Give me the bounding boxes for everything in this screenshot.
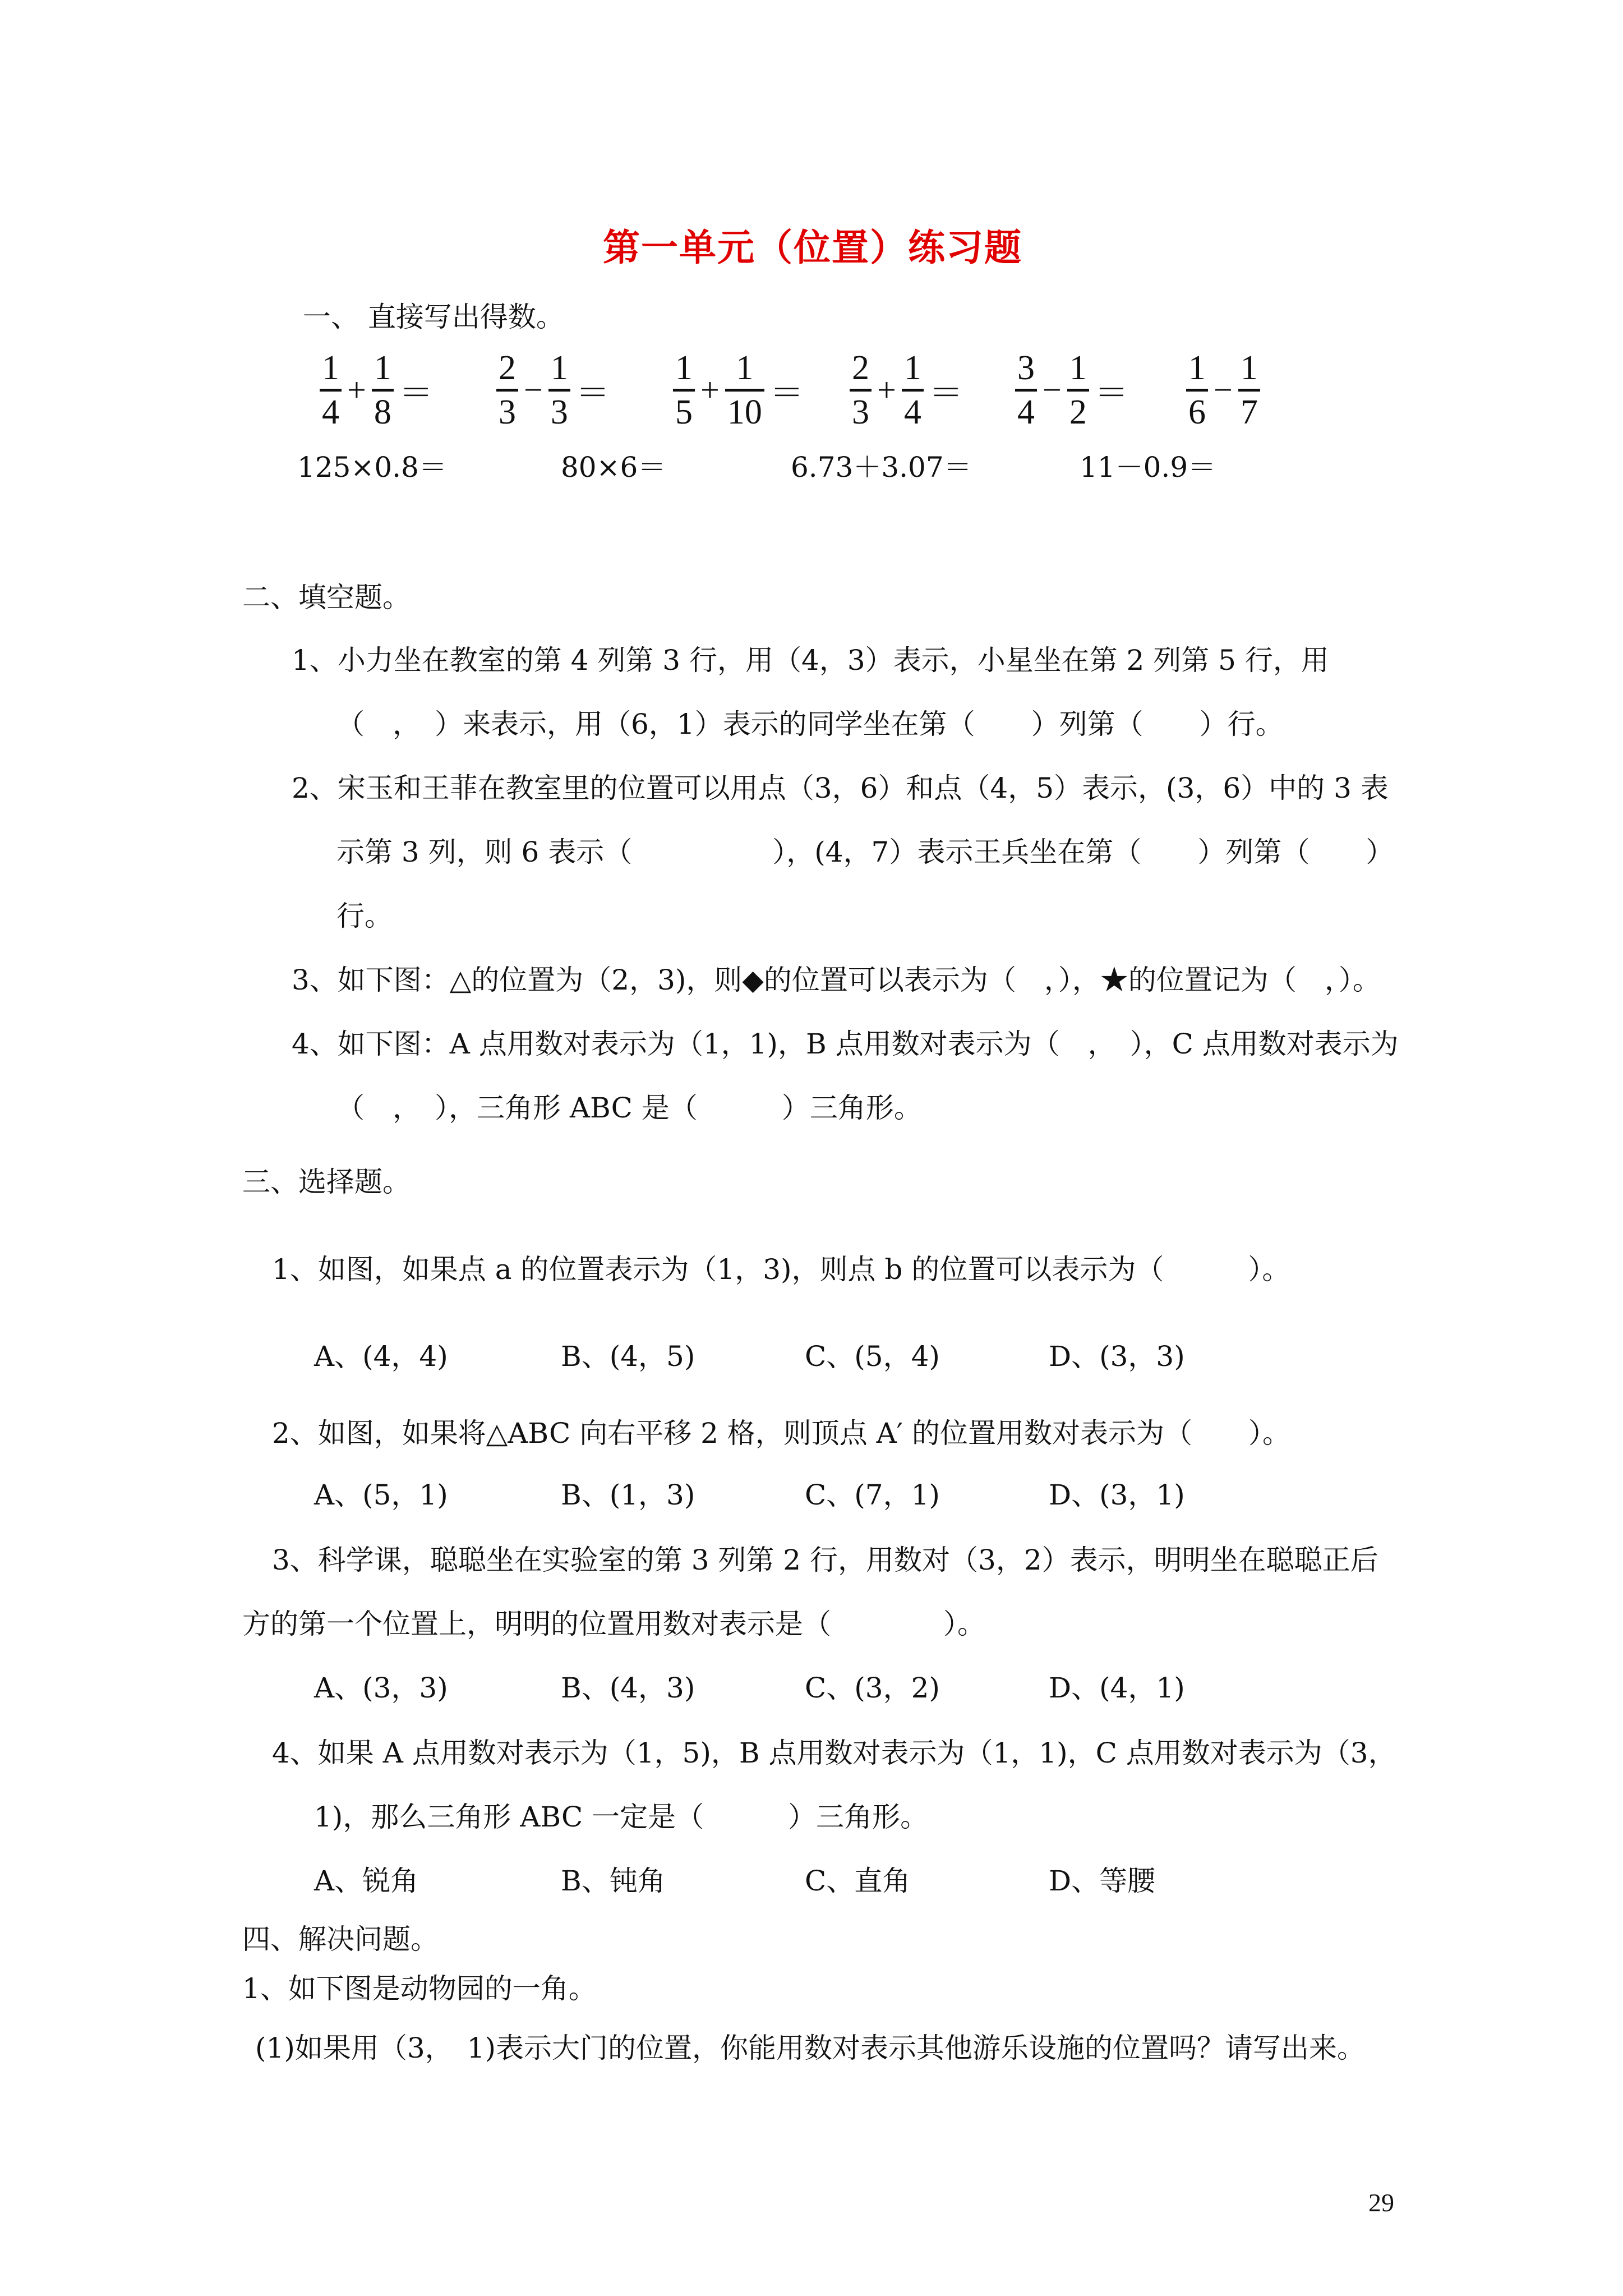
fraction-bar bbox=[850, 389, 872, 392]
fill-q1-line1: 1、小力坐在教室的第 4 列第 3 行，用（4，3）表示，小星坐在第 2 列第 5 行，用 bbox=[292, 644, 1329, 677]
fraction bbox=[1186, 351, 1208, 430]
choice-q2-option-a: A、(5，1) bbox=[314, 1479, 448, 1511]
numerator: 1 bbox=[675, 349, 693, 387]
denominator: 4 bbox=[1017, 393, 1035, 431]
denominator: 5 bbox=[675, 393, 693, 431]
fill-q1-line2: （ ， ）来表示，用（6，1）表示的同学坐在第（ ）列第（ ）行。 bbox=[336, 708, 1284, 740]
section-3-heading: 三、选择题。 bbox=[242, 1166, 411, 1198]
choice-q4-option-d: D、等腰 bbox=[1049, 1865, 1156, 1897]
fraction bbox=[320, 351, 342, 430]
section-4-heading: 四、解决问题。 bbox=[242, 1923, 439, 1955]
decimal-problem-3: 6.73＋3.07＝ bbox=[791, 451, 972, 484]
fill-q4-line2: （ ， ），三角形 ABC 是（ ）三角形。 bbox=[336, 1092, 922, 1124]
numerator: 3 bbox=[1017, 349, 1035, 387]
numerator: 1 bbox=[374, 349, 391, 387]
section-1-heading: 一、 直接写出得数。 bbox=[303, 301, 564, 333]
fraction-problem-1 bbox=[320, 351, 439, 430]
choice-q1-option-a: A、(4，4) bbox=[314, 1340, 448, 1373]
choice-q4-option-b: B、钝角 bbox=[561, 1865, 666, 1897]
fill-q3: 3、如下图：△的位置为（2，3)，则◆的位置可以表示为（ ，），★的位置记为（ ，）。 bbox=[292, 964, 1381, 996]
denominator: 2 bbox=[1069, 393, 1087, 431]
operator: + bbox=[700, 371, 720, 408]
equals-sign: ＝ bbox=[929, 374, 963, 412]
choice-q1-option-d: D、(3，3) bbox=[1049, 1340, 1185, 1373]
fill-q2-line2: 示第 3 列，则 6 表示（ ），(4，7）表示王兵坐在第（ ）列第（ ） bbox=[336, 836, 1394, 868]
fraction bbox=[1067, 351, 1089, 430]
choice-q2-option-d: D、(3，1) bbox=[1049, 1479, 1185, 1511]
operator: − bbox=[1043, 371, 1062, 408]
denominator: 7 bbox=[1240, 393, 1258, 431]
fraction-problem-6 bbox=[1186, 351, 1271, 430]
choice-q3-option-d: D、(4，1) bbox=[1049, 1672, 1185, 1704]
fraction bbox=[372, 351, 394, 430]
fraction-bar bbox=[548, 389, 570, 392]
equals-sign: ＝ bbox=[1094, 374, 1128, 412]
choice-q4-line2: 1)，那么三角形 ABC 一定是（ ）三角形。 bbox=[314, 1801, 929, 1833]
fraction-bar bbox=[372, 389, 394, 392]
denominator: 10 bbox=[727, 393, 762, 431]
numerator: 1 bbox=[1240, 349, 1258, 387]
numerator: 2 bbox=[499, 349, 516, 387]
fraction-bar bbox=[496, 389, 518, 392]
numerator: 1 bbox=[322, 349, 339, 387]
choice-q2-option-b: B、(1，3) bbox=[561, 1479, 695, 1511]
choice-q2: 2、如图，如果将△ABC 向右平移 2 格，则顶点 A′ 的位置用数对表示为（ ）。 bbox=[272, 1417, 1291, 1450]
fraction bbox=[673, 351, 695, 430]
fraction bbox=[548, 351, 570, 430]
decimal-problem-4: 11－0.9＝ bbox=[1080, 451, 1216, 484]
numerator: 2 bbox=[852, 349, 869, 387]
equals-sign: ＝ bbox=[399, 374, 433, 412]
denominator: 3 bbox=[852, 393, 869, 431]
equals-sign: ＝ bbox=[769, 374, 804, 412]
denominator: 4 bbox=[903, 393, 921, 431]
numerator: 1 bbox=[1069, 349, 1087, 387]
fraction-problem-2 bbox=[496, 351, 615, 430]
fraction bbox=[496, 351, 518, 430]
choice-q3-option-c: C、(3，2) bbox=[805, 1672, 940, 1704]
denominator: 3 bbox=[550, 393, 568, 431]
fraction bbox=[1015, 351, 1037, 430]
fraction-problem-4 bbox=[850, 351, 969, 430]
choice-q3-option-a: A、(3，3) bbox=[314, 1672, 448, 1704]
choice-q1-option-c: C、(5，4) bbox=[805, 1340, 940, 1373]
choice-q1-option-b: B、(4，5) bbox=[561, 1340, 695, 1373]
choice-q4-option-c: C、直角 bbox=[805, 1865, 911, 1897]
choice-q4-line1: 4、如果 A 点用数对表示为（1，5)，B 点用数对表示为（1，1)，C 点用数对表示为（3， bbox=[272, 1737, 1396, 1769]
operator: + bbox=[347, 371, 366, 408]
fraction bbox=[725, 351, 764, 430]
choice-q2-option-c: C、(7，1) bbox=[805, 1479, 940, 1511]
fraction-bar bbox=[1067, 389, 1089, 392]
fraction-problem-5 bbox=[1015, 351, 1134, 430]
numerator: 1 bbox=[736, 349, 754, 387]
fraction-problem-3 bbox=[673, 351, 809, 430]
operator: − bbox=[524, 371, 543, 408]
fraction bbox=[850, 351, 872, 430]
operator: − bbox=[1214, 371, 1233, 408]
fraction-bar bbox=[725, 389, 764, 392]
denominator: 4 bbox=[322, 393, 339, 431]
fraction bbox=[902, 351, 924, 430]
choice-q1: 1、如图，如果点 a 的位置表示为（1，3)，则点 b 的位置可以表示为（ ）。 bbox=[272, 1253, 1290, 1286]
fraction-bar bbox=[1186, 389, 1208, 392]
operator: + bbox=[877, 371, 896, 408]
choice-q4-option-a: A、锐角 bbox=[314, 1865, 419, 1897]
choice-q3-line1: 3、科学课，聪聪坐在实验室的第 3 列第 2 行，用数对（3，2）表示，明明坐在聪聪正后 bbox=[272, 1544, 1378, 1576]
problem-1-part-1: (1)如果用（3， 1)表示大门的位置，你能用数对表示其他游乐设施的位置吗？请写出来。 bbox=[255, 2032, 1365, 2064]
fraction-bar bbox=[1238, 389, 1260, 392]
fill-q2-line1: 2、宋玉和王菲在教室里的位置可以用点（3，6）和点（4，5）表示，(3，6）中的 3 表 bbox=[292, 772, 1389, 804]
denominator: 6 bbox=[1188, 393, 1206, 431]
fill-q2-line3: 行。 bbox=[336, 900, 393, 932]
numerator: 1 bbox=[903, 349, 921, 387]
fill-q4-line1: 4、如下图：A 点用数对表示为（1，1)，B 点用数对表示为（ ， ），C 点用数对表示为 bbox=[292, 1028, 1399, 1060]
problem-1-intro: 1、如下图是动物园的一角。 bbox=[242, 1972, 597, 2005]
denominator: 3 bbox=[499, 393, 516, 431]
decimal-problem-1: 125×0.8＝ bbox=[297, 451, 447, 484]
page-number: 29 bbox=[1368, 2188, 1394, 2217]
section-2-heading: 二、填空题。 bbox=[242, 581, 411, 614]
numerator: 1 bbox=[1188, 349, 1206, 387]
page-title: 第一单元（位置）练习题 bbox=[603, 226, 1022, 269]
fraction-bar bbox=[673, 389, 695, 392]
fraction-bar bbox=[1015, 389, 1037, 392]
denominator: 8 bbox=[374, 393, 391, 431]
numerator: 1 bbox=[550, 349, 568, 387]
decimal-problem-2: 80×6＝ bbox=[561, 451, 666, 484]
equals-sign: ＝ bbox=[575, 374, 610, 412]
choice-q3-line2: 方的第一个位置上，明明的位置用数对表示是（ ）。 bbox=[242, 1608, 985, 1640]
fraction bbox=[1238, 351, 1260, 430]
fraction-bar bbox=[320, 389, 342, 392]
choice-q3-option-b: B、(4，3) bbox=[561, 1672, 695, 1704]
fraction-bar bbox=[902, 389, 924, 392]
